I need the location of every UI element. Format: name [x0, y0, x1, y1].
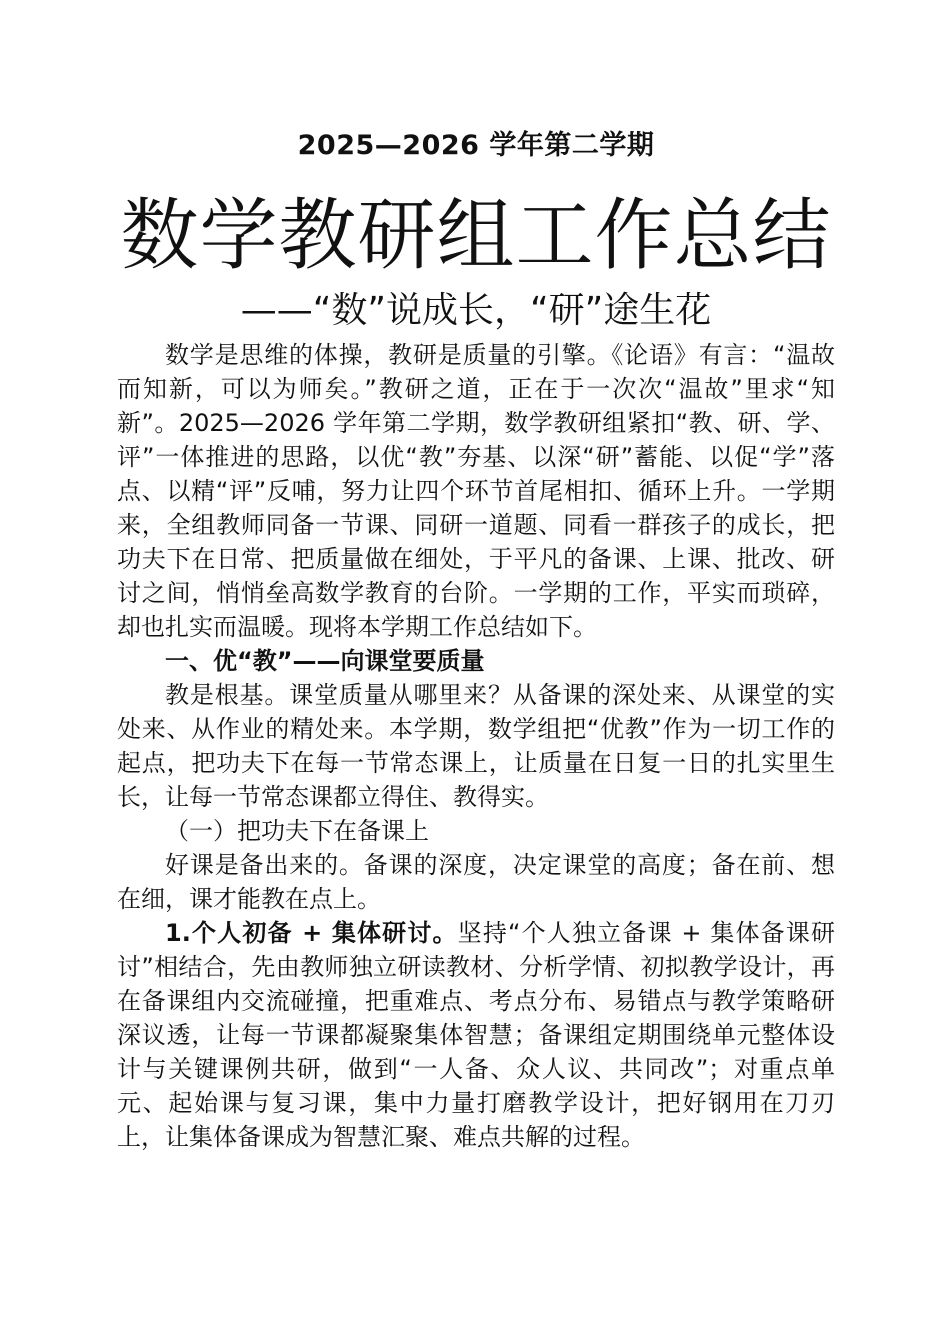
item-1-paragraph: [117, 916, 835, 1154]
term-heading: 2025—2026 学年第二学期: [297, 130, 655, 161]
item-1-lead: 1.个人初备 + 集体研讨。: [165, 919, 458, 947]
item-1-body: 坚持“个人独立备课 + 集体备课研讨”相结合，先由教师独立研读教材、分析学情、初拟教学设计，再在备课组内交流碰撞，把重难点、考点分布、易错点与教学策略研深议透，让每一节课都凝聚集体智慧；备课组定期围绕单元整体设计与关键课例共研，做到“一人备、众人议、共同改”；对重点单元、起始课与复习课，集中力量打磨教学设计，把好钢用在刀刃上，让集体备课成为智慧汇聚、难点共解的过程。: [117, 919, 835, 1151]
document-title: 数学教研组工作总结: [120, 191, 832, 281]
subsection-1-paragraph: 好课是备出来的。备课的深度，决定课堂的高度；备在前、想在细，课才能教在点上。: [117, 851, 835, 913]
intro-paragraph: 数学是思维的体操，教研是质量的引擎。《论语》有言：“温故而知新，可以为师矣。”教研之道，正在于一次次“温故”里求“知新”。2025—2026 学年第二学期，数学教研组紧扣“教、研、学、评”一体推进的思路，以优“教”夯基、以深“研”蓄能、以促“学”落点、以精“评”反哺，努力让四个环节首尾相扣、循环上升。一学期来，全组教师同备一节课、同研一道题、同看一群孩子的成长，把功夫下在日常、把质量做在细处，于平凡的备课、上课、批改、研讨之间，悄悄垒高数学教育的台阶。一学期的工作，平实而琐碎，却也扎实而温暖。现将本学期工作总结如下。: [117, 341, 835, 641]
subsection-1-heading: （一）把功夫下在备课上: [165, 817, 429, 845]
document-page: [117, 128, 835, 1154]
section-1-paragraph: 教是根基。课堂质量从哪里来？从备课的深处来、从课堂的实处来、从作业的精处来。本学期，数学组把“优教”作为一切工作的起点，把功夫下在每一节常态课上，让质量在日复一日的扎实里生长，让每一节常态课都立得住、教得实。: [117, 681, 835, 811]
document-tagline: ——“数”说成长，“研”途生花: [240, 290, 712, 331]
section-1-heading: 一、优“教”——向课堂要质量: [165, 647, 485, 675]
